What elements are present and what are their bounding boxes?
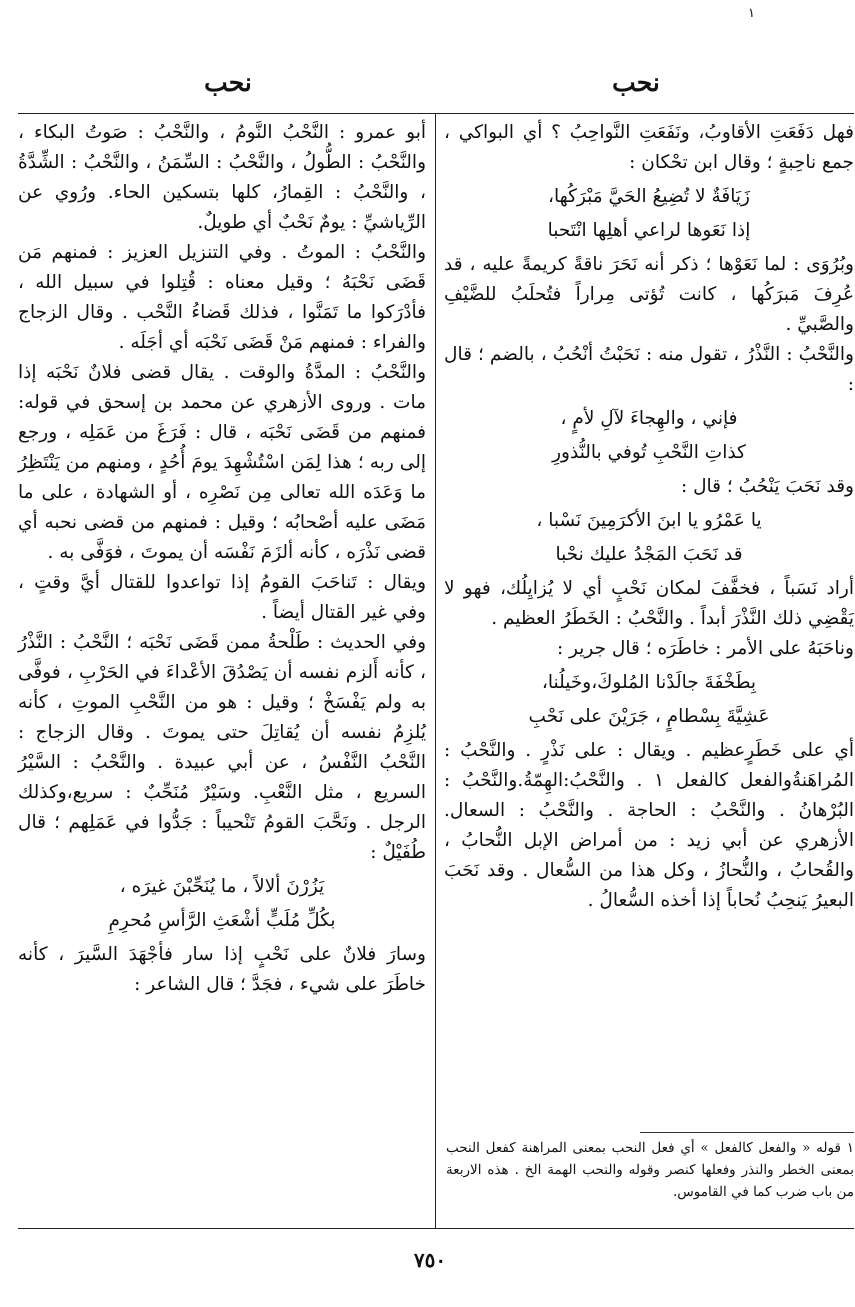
footer-rule: [18, 1228, 854, 1229]
paragraph: وناحَبَهُ على الأمر : خاطَرَه ؛ قال جرير :: [556, 638, 854, 659]
verse-line: كذاتِ النَّحْبِ تُوفي بالنُّذورِ: [552, 442, 746, 463]
verse-line: قد نَحَبَ المَجْدُ عليك نحْبا: [555, 544, 743, 565]
footnote-rule: [640, 1132, 854, 1133]
header-rule: [18, 113, 854, 114]
paragraph: والنَّحْبُ : الموتُ . وفي التنزيل العزيز : فمنهم مَن قَضَى نَحْبَهُ ؛ وقيل معناه : قُتِلوا في سبيل الله ، فأدْرَكوا ما تَمَنَّوا ، فذلك قَضاءُ النَّحْب . وقال الزجاج والفراء : فمنهم مَنْ قَضَى نَحْبَه أي أجَلَه .: [18, 242, 426, 353]
column-divider: [435, 113, 436, 1228]
paragraph: أراد نَسَباً ، فخفَّفَ لمكان نَحْبٍ أي لا يُزايِلُك، فهو لا يَقْضِي ذلك النَّذْرَ أبداً . والنَّحْبُ : الخَطَرُ العظيم .: [444, 578, 854, 629]
left-column: [18, 118, 426, 1000]
running-headword-left: نحب: [204, 68, 252, 97]
running-headword-right: نحب: [612, 68, 660, 97]
verse-line: إذا نَعَوها لراعي أهلِها انْتَحبا: [547, 220, 751, 241]
paragraph: وقد نَحَبَ يَنْحُبُ ؛ قال :: [680, 476, 854, 497]
paragraph: ويقال : تَناحَبَ القومُ إذا تواعدوا للقتال أيَّ وقتٍ ، وفي غير القتال أيضاً .: [18, 572, 426, 623]
paragraph: وبُرُوَى : لما نَعَوْها ؛ ذكر أنه نَحَرَ ناقةً كريمةً عليه ، قد عُرِفَ مَبرَكُها ، كانت تُؤتى مِراراً فتُحلَبُ للضَّيْفِ والصَّبيِّ .: [444, 254, 854, 335]
right-column: [444, 118, 854, 916]
paragraph: والنَّحْبُ : النَّذْرُ ، تقول منه : نَحَبْتُ أنْحُبُ ، بالضم ؛ قال :: [444, 344, 854, 395]
paragraph: والنَّحْبُ : المدَّةُ والوقت . يقال قضى فلانٌ نَحْبَه إذا مات . وروى الأزهري عن محمد بن إسحق في قوله: فمنهم من قَضَى نَحْبَه ، قال : فَرَغَ من عَمَلِه ، ورجع إلى ربه ؛ هذا لِمَن اسْتُشْهِدَ يومَ أُحُدٍ ، ومنهم من يَنْتَظِرُ ما وَعَدَه الله تعالى مِن نَصْرِه ، أو الشهادة ، على ما مَضَى عليه أصْحابُه ؛ وقيل : فمنهم من قضى نحبه أي قضى نَذْرَه ، كأنه ألزَمَ نَفْسَه أن يموتَ ، فوَفَّى به .: [18, 362, 426, 563]
paragraph: وسارَ فلانٌ على نَحْبٍ إذا سار فأجْهَدَ السَّيرَ ، كأنه خاطَرَ على شيء ، فجَدَّ ؛ قال الشاعر :: [18, 944, 426, 995]
footnote: ١ قوله « والفعل كالفعل » أي فعل النحب بمعنى المراهنة كفعل النحب بمعنى الخطر والنذر وفعلها كنصر وقوله والنحب الهمة الخ . هذه الاربعة من باب ضرب كما في القاموس.: [446, 1140, 854, 1200]
verse-line: يَزُرْنَ ألالاً ، ما يُنَحِّبْنَ غيرَه ،: [119, 876, 325, 897]
verse-line: يا عَمْرُو يا ابنَ الأكرَمِينَ نَسْبا ،: [536, 510, 762, 531]
corner-mark: ١: [748, 6, 755, 21]
verse-line: فإني ، والهِجاءَ لآلِ لأمٍ ،: [560, 408, 738, 429]
verse-line: بِطَخْفَةَ جالَدْنا المُلوكَ،وخَيلُنا،: [541, 672, 757, 693]
paragraph: وفي الحديث : طَلْحةُ ممن قَضَى نَحْبَه ؛ النَّحْبُ : النَّذْرُ ، كأنه أَلزم نفسه أن يَصْدُقَ الأعْداءَ في الحَرْبِ ، فوفَّى به ولم يَفْسَخْ ؛ وقيل : هو من النَّحْبِ الموتِ ، كأنه يُلزِمُ نفسه أن يُقاتِلَ حتى يموتَ . وقال الزجاج : النَّحْبُ النَّفْسُ ، عن أبي عبيدة . والنَّحْبُ : السَّيْرُ السريع ، مثل النَّعْبِ. وسَيْرٌ مُنَحِّبٌ : سريع،وكذلك الرجل . ونَحَّبَ القومُ تَنْحيباً : جَدُّوا في عَمَلِهم ؛ قال طُفَيْلٌ :: [18, 632, 426, 863]
verse-line: زَيَافَةٌ لا تُضِيعُ الحَيَّ مَبْرَكُها،: [548, 186, 750, 207]
paragraph: أبو عمرو : النَّحْبُ النَّومُ ، والنَّحْبُ : صَوتُ البكاء ، والنَّحْبُ : الطُّولُ ، والنَّحْبُ : السِّمَنُ ، والنَّحْبُ : الشِّدَّةُ ، والنَّحْبُ : القِمارُ، كلها بتسكين الحاء. ورُوي عن الرِّياشيِّ : يومٌ نَحْبٌ أي طويلٌ.: [18, 122, 426, 233]
page-number: ٧٥٠: [413, 1248, 447, 1272]
verse-line: عَشِيَّةَ بِسْطامٍ ، جَرَيْنَ على نَحْبِ: [528, 706, 770, 727]
verse-line: بكُلِّ مُلَبٍّ أشْعَثِ الرَّأسِ مُحرِمِ: [108, 910, 336, 931]
paragraph: أي على خَطَرٍعظيم . ويقال : على نَذْرٍ . والنَّحْبُ : المُراهَنةُوالفعل كالفعل ١ . والنَّحْبُ:الهِمّةُ.والنَّحْبُ : البُرْهانُ . والنَّحْبُ : الحاجة . والنَّحْبُ : السعال. الأزهري عن أبي زيد : من أمراض الإبل النُّحابُ ، والقُحابُ ، والنُّحازُ ، وكل هذا من السُّعال . وقد نَحَبَ البعيرُ يَنحِبُ نُحاباً إذا أخذه السُّعالُ .: [444, 740, 854, 911]
paragraph: فهل دَفَعَتِ الأقاوبُ، ونَفَعَتِ النَّواحِبُ ؟ أي البواكي ، جمع ناحِبةٍ ؛ وقال ابن تحْكان :: [444, 122, 854, 173]
